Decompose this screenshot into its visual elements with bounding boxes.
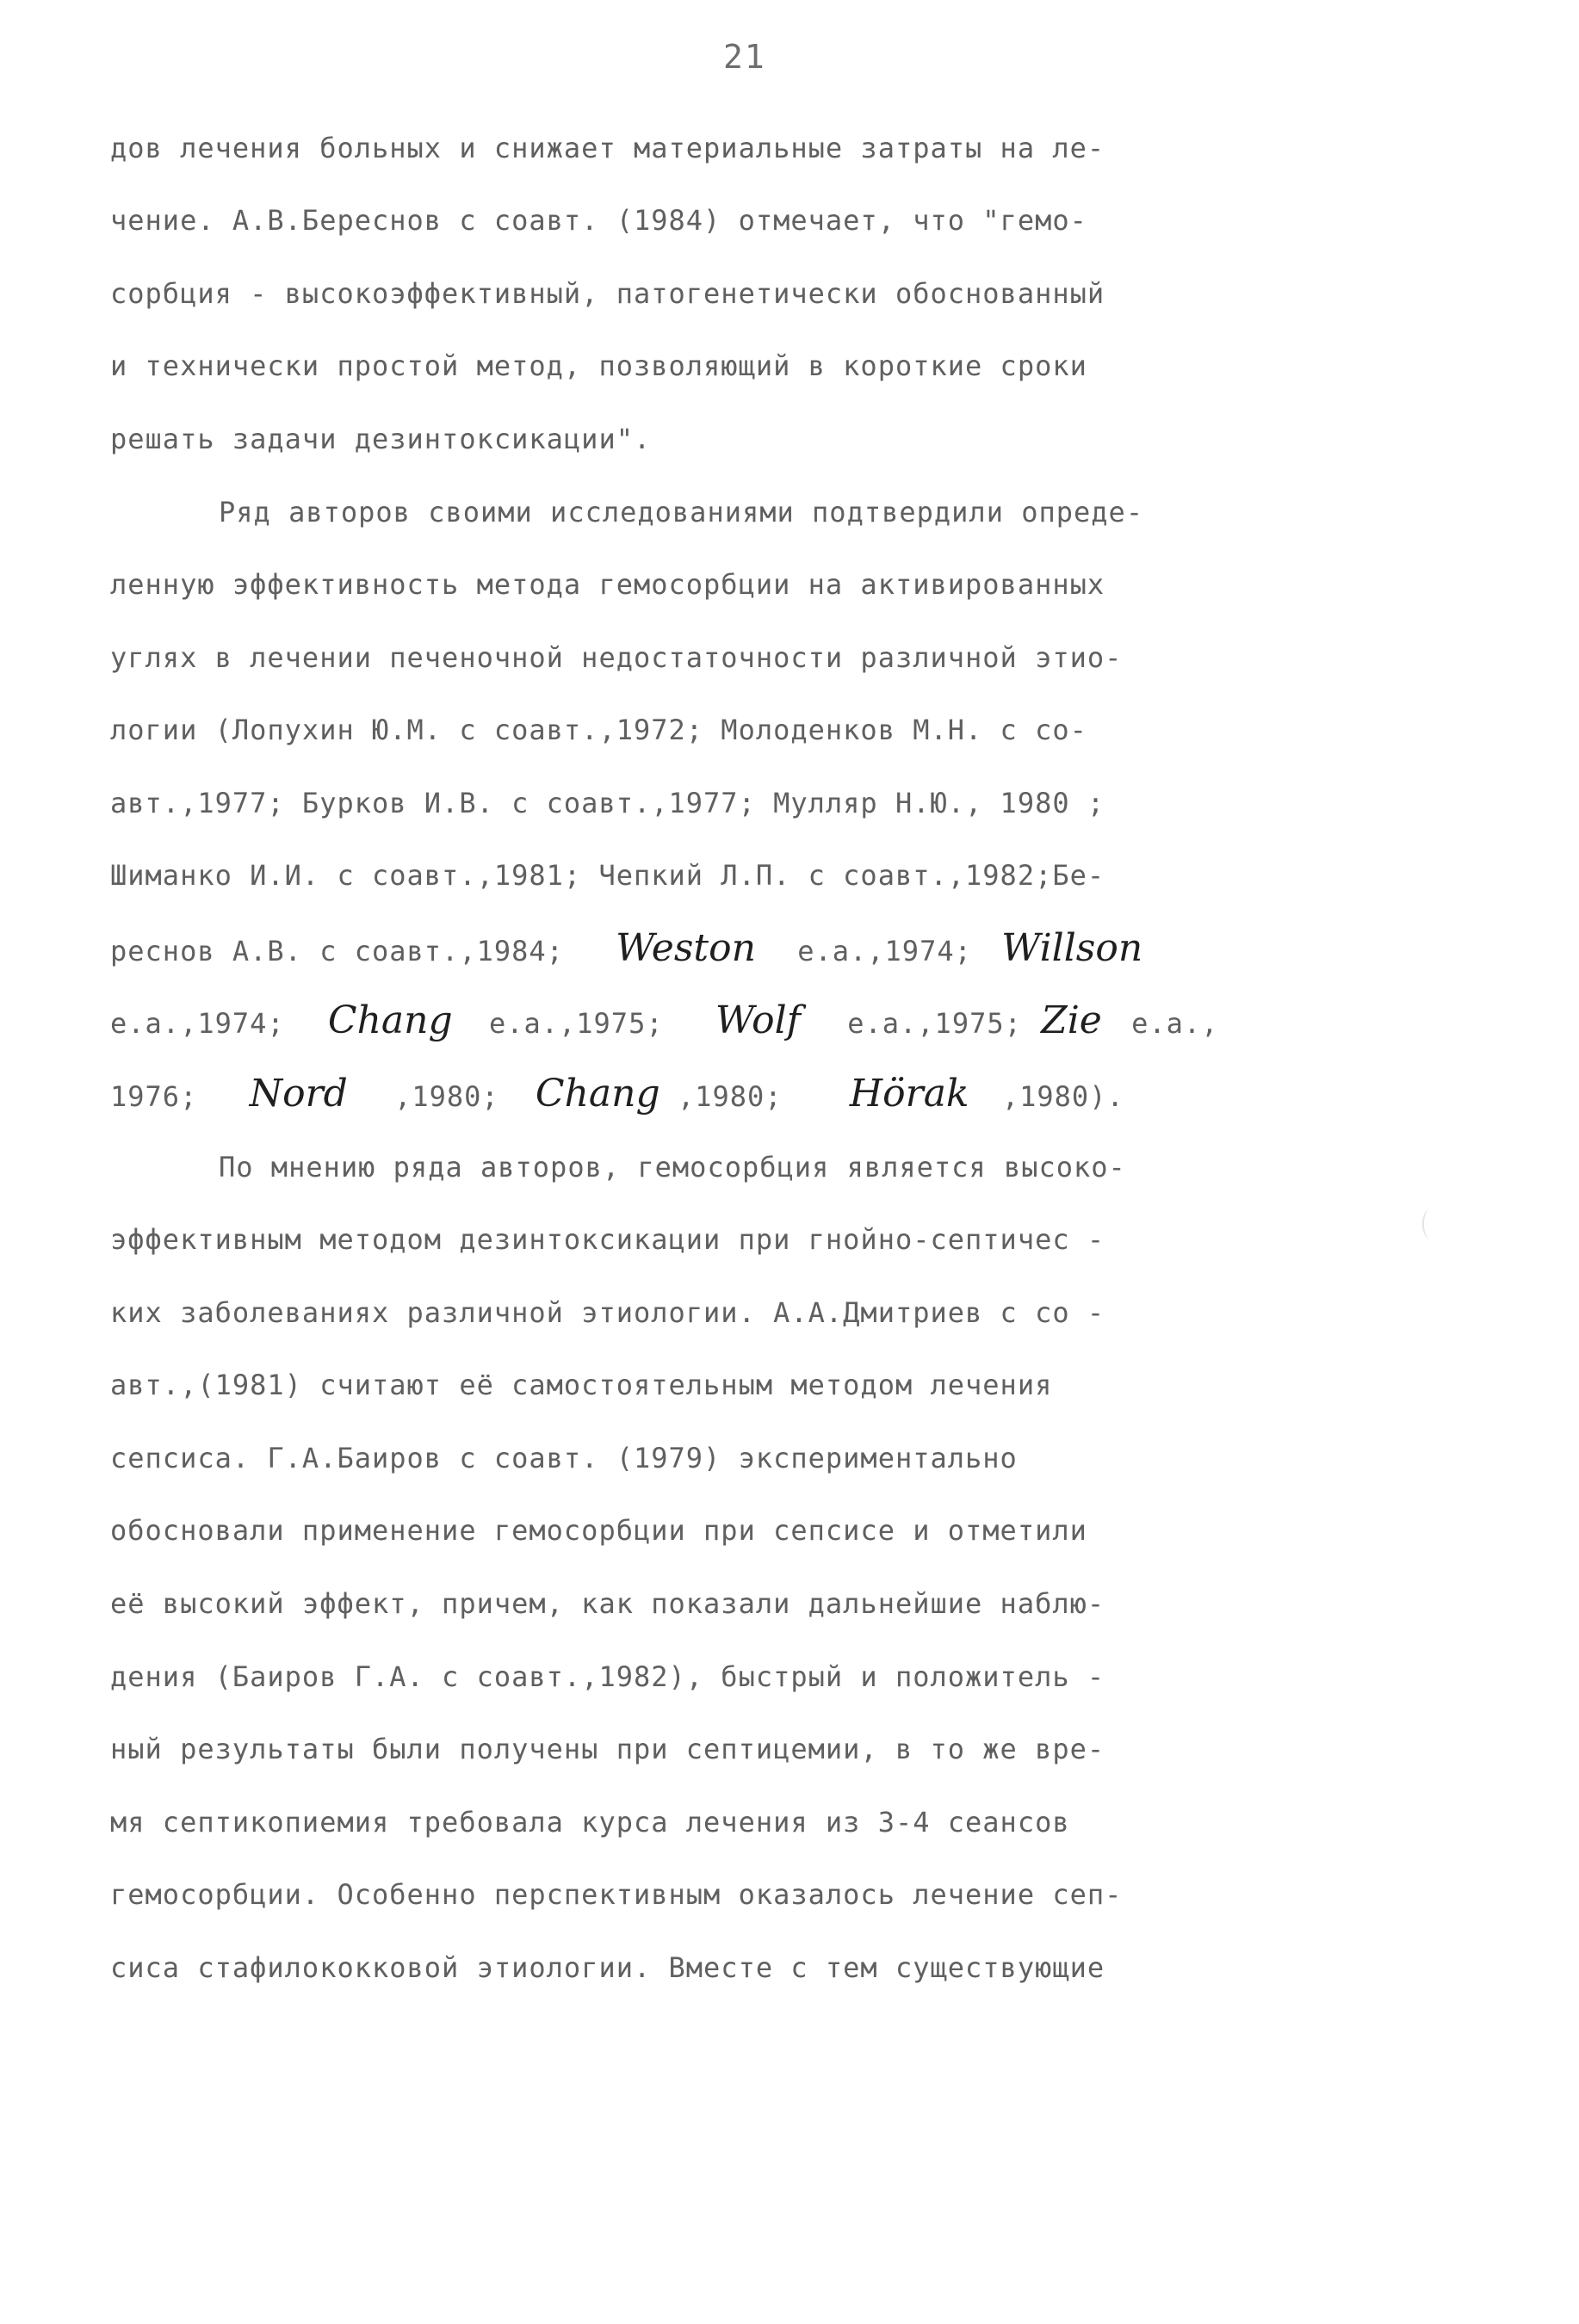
handwritten-name: Chang [327, 998, 453, 1042]
text-line: обосновали применение гемосорбции при сепсисе и отметили [110, 1514, 1087, 1547]
text-fragment: ,1980). [1001, 1080, 1124, 1113]
text-line: сепсиса. Г.А.Баиров с соавт. (1979) экспериментально [110, 1442, 1018, 1474]
handwritten-name: Zie [1041, 998, 1102, 1042]
handwritten-name: Wolf [715, 998, 801, 1042]
handwritten-name: Willson [1001, 926, 1143, 970]
text-fragment: реснов А.В. с соавт.,1984; [110, 935, 564, 967]
text-line: ленную эффективность метода гемосорбции на активированных [110, 568, 1105, 601]
text-fragment: е.а.,1974; [797, 935, 972, 967]
text-line: мя септикопиемия требовала курса лечения из 3-4 сеансов [110, 1806, 1070, 1839]
paper-mark [1422, 1209, 1438, 1239]
page-number: 21 [723, 38, 766, 76]
text-line: углях в лечении печеночной недостаточности различной этио- [110, 641, 1123, 674]
text-fragment: е.а.,1975; [847, 1007, 1022, 1040]
handwritten-name: Nord [249, 1072, 348, 1116]
handwritten-name: Weston [616, 926, 756, 970]
text-line: Ряд авторов своими исследованиями подтвердили опреде- [219, 496, 1144, 528]
text-fragment: е.а., [1131, 1007, 1219, 1040]
text-line: Шиманко И.И. с соавт.,1981; Чепкий Л.П. с соавт.,1982;Бе- [110, 859, 1105, 892]
text-line: логии (Лопухин Ю.М. с соавт.,1972; Молоденков М.Н. с со- [110, 714, 1087, 746]
text-line: гемосорбции. Особенно перспективным оказалось лечение сеп- [110, 1878, 1123, 1911]
text-fragment: ,1980; [394, 1080, 499, 1113]
text-line-mixed [110, 1072, 1124, 1116]
text-line-mixed [110, 926, 1143, 970]
text-line: эффективным методом дезинтоксикации при гнойно-септичес - [110, 1223, 1105, 1256]
text-line: ный результаты были получены при септицемии, в то же вре- [110, 1733, 1105, 1765]
text-line: дов лечения больных и снижает материальные затраты на ле- [110, 132, 1105, 164]
text-line: чение. А.В.Береснов с соавт. (1984) отмечает, что "гемо- [110, 204, 1087, 237]
text-line: По мнению ряда авторов, гемосорбция является высоко- [219, 1151, 1126, 1184]
text-fragment: е.а.,1974; [110, 1007, 285, 1040]
text-fragment: е.а.,1975; [488, 1007, 664, 1040]
text-line: сиса стафилококковой этиологии. Вместе с тем существующие [110, 1951, 1105, 1984]
text-fragment: 1976; [110, 1080, 198, 1113]
handwritten-name: Chang [535, 1072, 660, 1116]
text-line: сорбция - высокоэффективный, патогенетически обоснованный [110, 277, 1105, 310]
text-line: решать задачи дезинтоксикации". [110, 423, 652, 455]
text-line: авт.,1977; Бурков И.В. с соавт.,1977; Мулляр Н.Ю., 1980 ; [110, 787, 1105, 819]
text-line-mixed [110, 998, 1219, 1042]
text-fragment: ,1980; [677, 1080, 783, 1113]
text-line: ких заболеваниях различной этиологии. А.А.Дмитриев с со - [110, 1296, 1105, 1329]
text-line: дения (Баиров Г.А. с соавт.,1982), быстрый и положитель - [110, 1660, 1105, 1693]
text-line: авт.,(1981) считают её самостоятельным методом лечения [110, 1369, 1053, 1401]
handwritten-name: Hörak [849, 1072, 969, 1116]
text-line: её высокий эффект, причем, как показали дальнейшие наблю- [110, 1587, 1105, 1620]
text-line: и технически простой метод, позволяющий в короткие сроки [110, 349, 1087, 382]
